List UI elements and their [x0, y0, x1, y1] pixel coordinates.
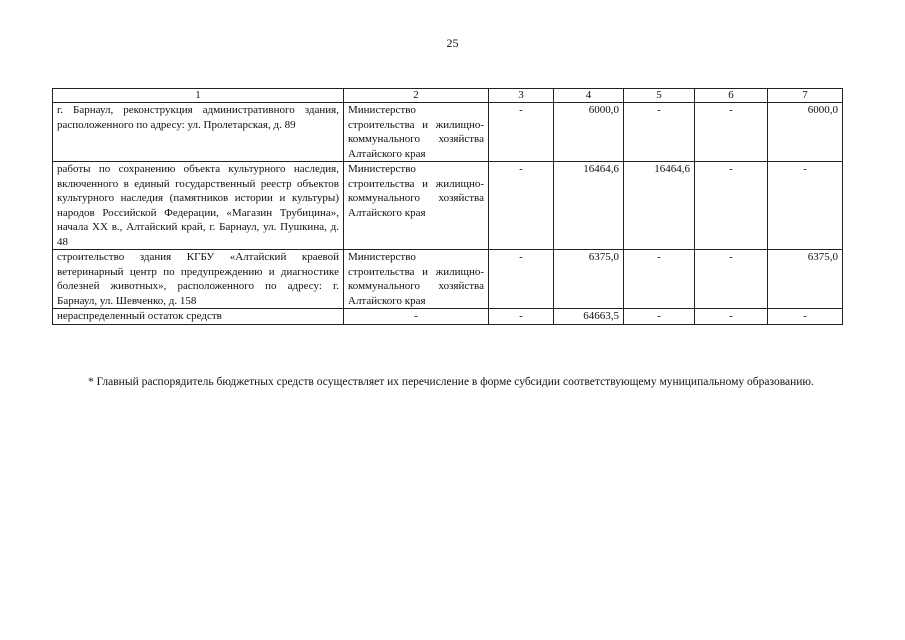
column-header-7: 7	[768, 89, 843, 103]
row-description: строительство здания КГБУ «Алтайский краевой ветеринарный центр по предупреждению и диагностике болезней животных», расположенного по адресу: г. Барнаул, ул. Шевченко, д. 158	[53, 250, 344, 309]
row-col6: -	[695, 309, 768, 325]
page-number: 25	[446, 36, 459, 50]
row-col6: -	[695, 162, 768, 250]
row-col4: 64663,5	[554, 309, 624, 325]
row-col5: -	[624, 250, 695, 309]
row-col7: -	[768, 162, 843, 250]
row-ministry: Министерство строительства и жилищно-коммунального хозяйства Алтайского края	[344, 250, 489, 309]
table-row	[53, 250, 843, 309]
row-col3: -	[489, 250, 554, 309]
row-col5: 16464,6	[624, 162, 695, 250]
row-col3: -	[489, 309, 554, 325]
row-col5: -	[624, 309, 695, 325]
row-col7: 6000,0	[768, 103, 843, 162]
column-header-1: 1	[53, 89, 344, 103]
row-ministry: Министерство строительства и жилищно-коммунального хозяйства Алтайского края	[344, 162, 489, 250]
row-col4: 6000,0	[554, 103, 624, 162]
row-col7: 6375,0	[768, 250, 843, 309]
row-description: нераспределенный остаток средств	[53, 309, 344, 325]
row-col7: -	[768, 309, 843, 325]
row-col3: -	[489, 162, 554, 250]
table-row	[53, 162, 843, 250]
table-row	[53, 103, 843, 162]
row-ministry: Министерство строительства и жилищно-коммунального хозяйства Алтайского края	[344, 103, 489, 162]
column-header-6: 6	[695, 89, 768, 103]
row-ministry: -	[344, 309, 489, 325]
budget-table	[52, 88, 843, 325]
row-col6: -	[695, 103, 768, 162]
row-col3: -	[489, 103, 554, 162]
column-header-3: 3	[489, 89, 554, 103]
row-col6: -	[695, 250, 768, 309]
table-header-row	[53, 89, 843, 103]
row-col5: -	[624, 103, 695, 162]
column-header-2: 2	[344, 89, 489, 103]
column-header-4: 4	[554, 89, 624, 103]
table-row	[53, 309, 843, 325]
row-description: г. Барнаул, реконструкция административного здания, расположенного по адресу: ул. Пролетарская, д. 89	[53, 103, 344, 162]
footnote: * Главный распорядитель бюджетных средств осуществляет их перечисление в форме субсидии соответствующему муниципальному образованию.	[88, 375, 814, 388]
row-col4: 16464,6	[554, 162, 624, 250]
row-col4: 6375,0	[554, 250, 624, 309]
column-header-5: 5	[624, 89, 695, 103]
row-description: работы по сохранению объекта культурного наследия, включенного в единый государственный реестр объектов культурного наследия (памятников истории и культуры) народов Российской Федерации, «Магазин Трубицина», начала XX в., Алтайский край, г. Барнаул, ул. Пушкина, д. 48	[53, 162, 344, 250]
